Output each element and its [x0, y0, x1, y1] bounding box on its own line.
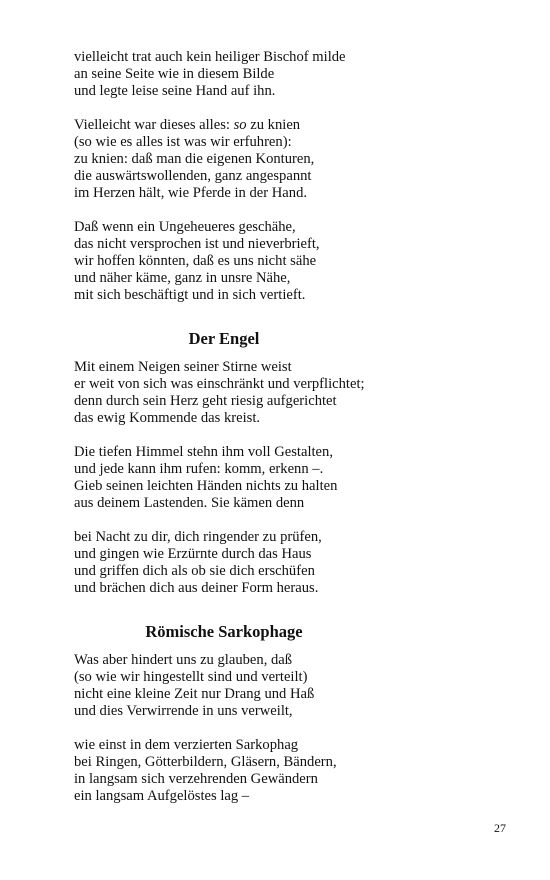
verse-line: zu knien: daß man die eigenen Konturen,	[74, 151, 315, 167]
stanza	[74, 529, 374, 597]
verse-line: und näher käme, ganz in unsre Nähe,	[74, 270, 291, 286]
verse-line: in langsam sich verzehrenden Gewändern	[74, 771, 318, 787]
verse-line: Gieb seinen leichten Händen nichts zu halten	[74, 478, 338, 494]
verse-line: und legte leise seine Hand auf ihn.	[74, 83, 276, 99]
verse-line: das nicht versprochen ist und nieverbrieft,	[74, 236, 320, 252]
poem-continuation	[74, 49, 374, 304]
stanza	[74, 737, 374, 805]
stanza-gap	[74, 100, 374, 117]
stanza	[74, 652, 374, 720]
stanza	[74, 117, 374, 202]
stanza	[74, 359, 374, 427]
verse-line: und dies Verwirrende in uns verweilt,	[74, 703, 293, 719]
verse-line: Mit einem Neigen seiner Stirne weist	[74, 359, 292, 375]
verse-line: das ewig Kommende das kreist.	[74, 410, 261, 426]
verse-line: (so wie wir hingestellt sind und verteilt)	[74, 669, 308, 685]
verse-line: Die tiefen Himmel stehn ihm voll Gestalten,	[74, 444, 333, 460]
verse-line: bei Ringen, Götterbildern, Gläsern, Bändern,	[74, 754, 337, 770]
poem-roemische-sarkophage	[74, 622, 374, 805]
verse-line: wie einst in dem verzierten Sarkophag	[74, 737, 299, 753]
stanza	[74, 49, 374, 100]
emphasis: so	[233, 117, 247, 133]
page-body	[74, 49, 374, 805]
verse-line: (so wie es alles ist was wir erfuhren):	[74, 134, 292, 150]
verse-line: vielleicht trat auch kein heiliger Bischof milde	[74, 49, 346, 65]
verse-line: im Herzen hält, wie Pferde in der Hand.	[74, 185, 308, 201]
verse-line: mit sich beschäftigt und in sich vertieft.	[74, 287, 306, 303]
verse-line: und jede kann ihm rufen: komm, erkenn –.	[74, 461, 324, 477]
stanza-gap	[74, 427, 374, 444]
stanza	[74, 444, 374, 512]
verse-line: Was aber hindert uns zu glauben, daß	[74, 652, 293, 668]
poem-title: Römische Sarkophage	[145, 622, 303, 641]
verse-line: an seine Seite wie in diesem Bilde	[74, 66, 275, 82]
verse-line: nicht eine kleine Zeit nur Drang und Haß	[74, 686, 315, 702]
verse-line: bei Nacht zu dir, dich ringender zu prüfen,	[74, 529, 322, 545]
poem-title: Der Engel	[188, 329, 260, 348]
verse-line: aus deinem Lastenden. Sie kämen denn	[74, 495, 305, 511]
verse-line: und brächen dich aus deiner Form heraus.	[74, 580, 319, 596]
verse-line: Vielleicht war dieses alles: so zu knien	[74, 117, 301, 133]
verse-line: und gingen wie Erzürnte durch das Haus	[74, 546, 312, 562]
page-number: 27	[494, 821, 506, 835]
verse-line: wir hoffen könnten, daß es uns nicht sähe	[74, 253, 317, 269]
verse-line: und griffen dich als ob sie dich erschüfen	[74, 563, 315, 579]
stanza-gap	[74, 720, 374, 737]
stanza	[74, 219, 374, 304]
stanza-gap	[74, 512, 374, 529]
verse-line: denn durch sein Herz geht riesig aufgerichtet	[74, 393, 337, 409]
verse-line: die auswärtswollenden, ganz angespannt	[74, 168, 312, 184]
verse-line: ein langsam Aufgelöstes lag –	[74, 788, 250, 804]
verse-line: Daß wenn ein Ungeheueres geschähe,	[74, 219, 296, 235]
verse-line: er weit von sich was einschränkt und verpflichtet;	[74, 376, 365, 392]
poem-der-engel	[74, 329, 374, 597]
stanza-gap	[74, 202, 374, 219]
